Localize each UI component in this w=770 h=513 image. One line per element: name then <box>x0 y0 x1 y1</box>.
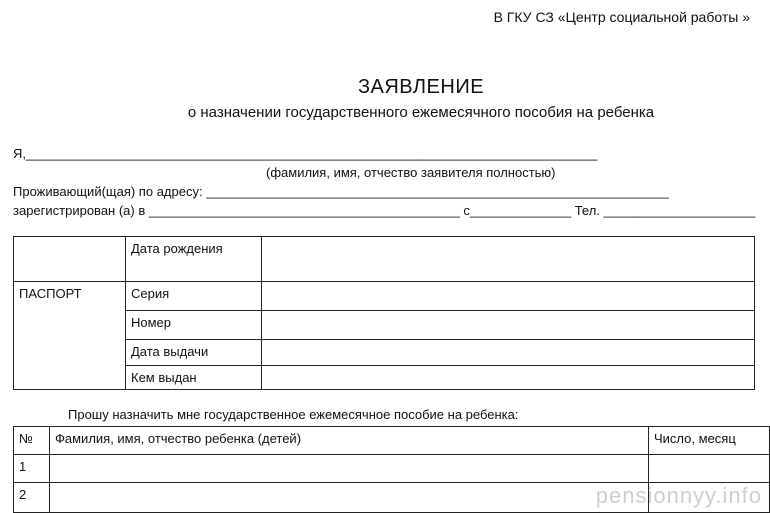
child-name-field[interactable] <box>50 483 649 513</box>
applicant-name-hint: (фамилия, имя, отчество заявителя полностью) <box>266 165 556 180</box>
registered-line: зарегистрирован (а) в ___________________________________________ с______________ Тел. _____________________ <box>13 203 756 218</box>
row-number: 1 <box>14 455 50 483</box>
column-header-number: № <box>14 427 50 455</box>
passport-table-cell <box>14 237 126 282</box>
series-field[interactable] <box>262 282 755 311</box>
child-date-field[interactable] <box>649 455 770 483</box>
watermark: pensionnyy.info <box>595 483 762 508</box>
issue-date-field[interactable] <box>262 340 755 366</box>
table-row <box>14 455 770 483</box>
address-line: Проживающий(щая) по адресу: ________________________________________________________________ <box>13 184 669 199</box>
series-label: Серия <box>126 282 262 311</box>
issued-by-label: Кем выдан <box>126 366 262 390</box>
number-field[interactable] <box>262 311 755 340</box>
passport-label: ПАСПОРТ <box>14 282 126 390</box>
document-subtitle: о назначении государственного ежемесячного пособия на ребенка <box>187 104 655 121</box>
birth-date-field[interactable] <box>262 237 755 282</box>
issue-date-label: Дата выдачи <box>126 340 262 366</box>
document-title: ЗАЯВЛЕНИЕ <box>357 76 485 98</box>
addressee: В ГКУ СЗ «Центр социальной работы » <box>493 9 750 25</box>
column-header-child-name: Фамилия, имя, отчество ребенка (детей) <box>50 427 649 455</box>
applicant-name-line: Я,_______________________________________________________________________________ <box>13 146 598 161</box>
row-number: 2 <box>14 483 50 513</box>
birth-date-label: Дата рождения <box>126 237 262 282</box>
child-name-field[interactable] <box>50 455 649 483</box>
column-header-date: Число, месяц <box>649 427 770 455</box>
issued-by-field[interactable] <box>262 366 755 390</box>
request-text: Прошу назначить мне государственное ежемесячное пособие на ребенка: <box>68 407 519 422</box>
number-label: Номер <box>126 311 262 340</box>
passport-table <box>13 236 755 390</box>
